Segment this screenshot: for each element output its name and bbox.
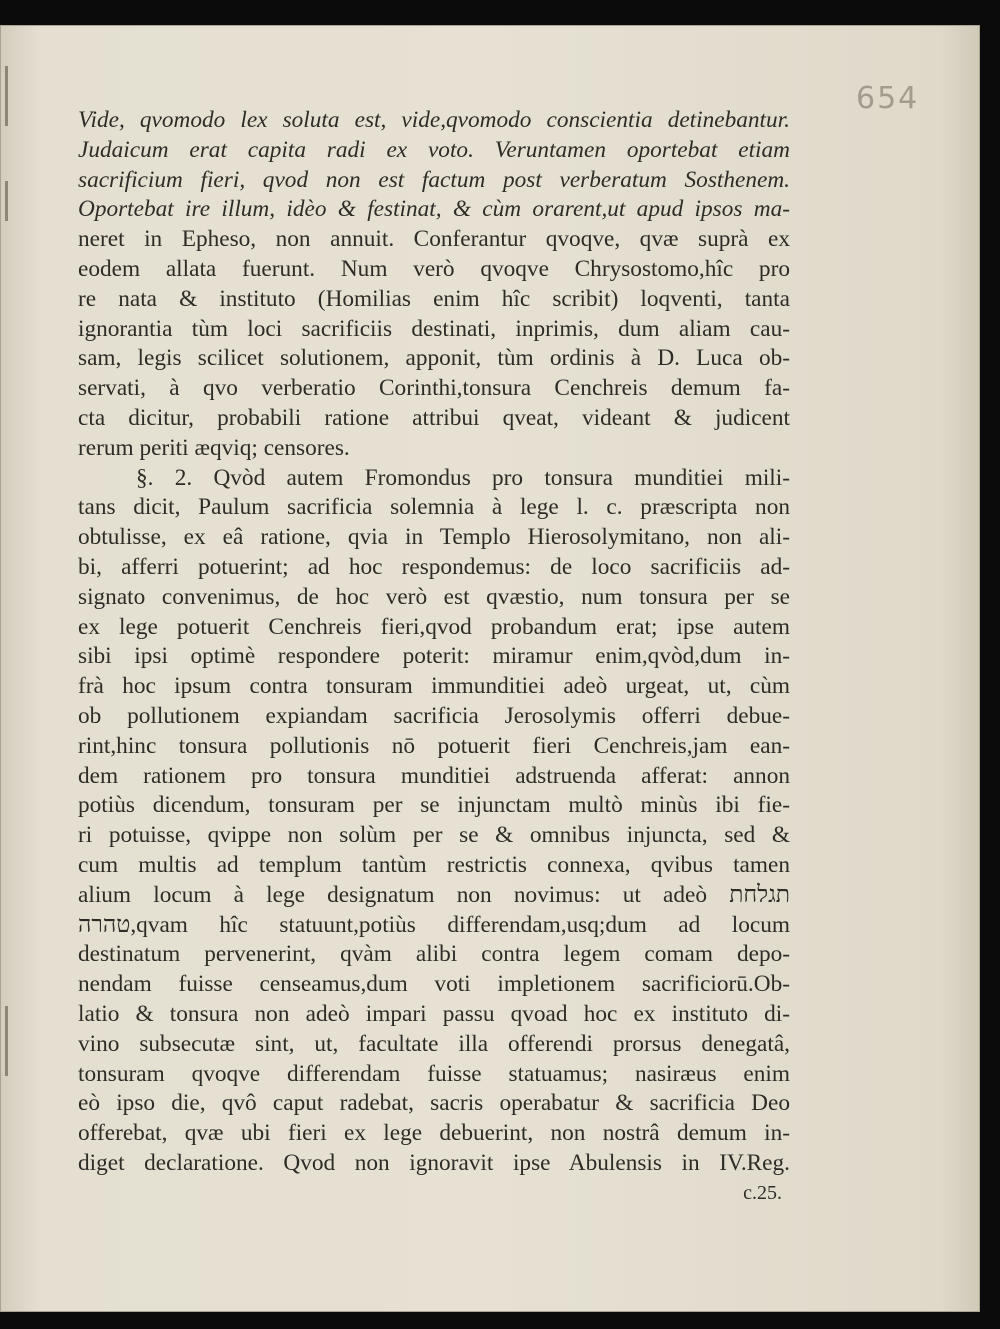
- text-line: eodem allata fuerunt. Num verò qvoqve Chrysostomo,hîc pro: [78, 255, 790, 282]
- text-line: טהרה,qvam hîc statuunt,potiùs differendam,usq;dum ad locum: [78, 911, 790, 938]
- text-line: re nata & instituto (Homilias enim hîc scribit) loqventi, tanta: [78, 285, 790, 312]
- text-line: Oportebat ire illum, idèo & festinat, & cùm orarent,ut apud ipsos ma-: [78, 196, 790, 223]
- text-line: ignorantia tùm loci sacrificiis destinati, inprimis, dum aliam cau-: [78, 315, 790, 342]
- text-line: diget declaratione. Qvod non ignoravit ipse Abulensis in IV.Reg.: [78, 1149, 790, 1176]
- page-edge-mark: [5, 181, 8, 221]
- text-line: frà hoc ipsum contra tonsuram immunditiei adeò urgeat, ut, cùm: [78, 673, 790, 700]
- text-line: ob pollutionem expiandam sacrificia Jerosolymis offerri debue-: [78, 702, 790, 729]
- text-line: cum multis ad templum tantùm restrictis connexa, qvibus tamen: [78, 851, 790, 878]
- text-line: Vide, qvomodo lex soluta est, vide,qvomodo conscientia detinebantur.: [78, 107, 790, 133]
- text-line: neret in Epheso, non annuit. Conferantur qvoqve, qvæ suprà ex: [78, 226, 790, 253]
- text-line: rerum periti æqviq; censores.: [78, 434, 350, 461]
- text-line: ex lege potuerit Cenchreis fieri,qvod probandum erat; ipse autem: [78, 613, 790, 640]
- text-line: destinatum pervenerint, qvàm alibi contra legem comam depo-: [78, 941, 790, 968]
- text-line: alium locum à lege designatum non novimus: ut adeò תגלחת: [78, 881, 790, 908]
- text-line: sacrificium fieri, qvod non est factum post verberatum Sosthenem.: [78, 166, 790, 193]
- page-edge-mark: [5, 1006, 8, 1076]
- text-line: tonsuram qvoqve differendam fuisse statuamus; nasiræus enim: [78, 1060, 790, 1087]
- text-line: potiùs dicendum, tonsuram per se injunctam multò minùs ibi fie-: [78, 792, 790, 819]
- text-line: obtulisse, ex eâ ratione, qvia in Templo Hierosolymitano, non ali-: [78, 524, 790, 551]
- text-line: eò ipso die, qvô caput radebat, sacris operabatur & sacrificia Deo: [78, 1090, 790, 1117]
- text-line: sam, legis scilicet solutionem, apponit, tùm ordinis à D. Luca ob-: [78, 345, 790, 372]
- section-heading-line: §. 2. Qvòd autem Fromondus pro tonsura munditiei mili-: [136, 464, 790, 491]
- page-edge-mark: [5, 66, 8, 126]
- text-line: signato convenimus, de hoc verò est qvæstio, num tonsura per se: [78, 583, 790, 610]
- text-line: sibi ipsi optimè respondere poterit: miramur enim,qvòd,dum in-: [78, 643, 790, 670]
- text-line: vino subsecutæ sint, ut, facultate illa offerendi prorsus denegatâ,: [78, 1030, 790, 1057]
- text-line: nendam fuisse censeamus,dum voti impletionem sacrificiorū.Ob-: [78, 971, 790, 998]
- text-line: tans dicit, Paulum sacrificia solemnia à lege l. c. præscripta non: [78, 494, 790, 521]
- text-line: ri potuisse, qvippe non solùm per se & omnibus injuncta, sed &: [78, 822, 790, 849]
- text-line: cta dicitur, probabili ratione attribui qveat, videant & judicent: [78, 404, 790, 431]
- text-line: dem rationem pro tonsura munditiei adstruenda afferat: annon: [78, 762, 790, 789]
- text-line: offerebat, qvæ ubi fieri ex lege debuerint, non nostrâ demum in-: [78, 1120, 790, 1147]
- catchword: c.25.: [743, 1181, 782, 1204]
- folio-number: 654: [856, 81, 920, 116]
- text-line: Judaicum erat capita radi ex voto. Veruntamen oportebat etiam: [78, 136, 790, 163]
- text-line: rint,hinc tonsura pollutionis nō potuerit fieri Cenchreis,jam ean-: [78, 732, 790, 759]
- text-line: latio & tonsura non adeò impari passu qvoad hoc ex instituto di-: [78, 1000, 790, 1027]
- body-text: [78, 106, 790, 1208]
- book-page: [0, 25, 980, 1312]
- text-line: bi, afferri potuerint; ad hoc respondemus: de loco sacrificiis ad-: [78, 553, 790, 580]
- text-line: servati, à qvo verberatio Corinthi,tonsura Cenchreis demum fa-: [78, 375, 790, 402]
